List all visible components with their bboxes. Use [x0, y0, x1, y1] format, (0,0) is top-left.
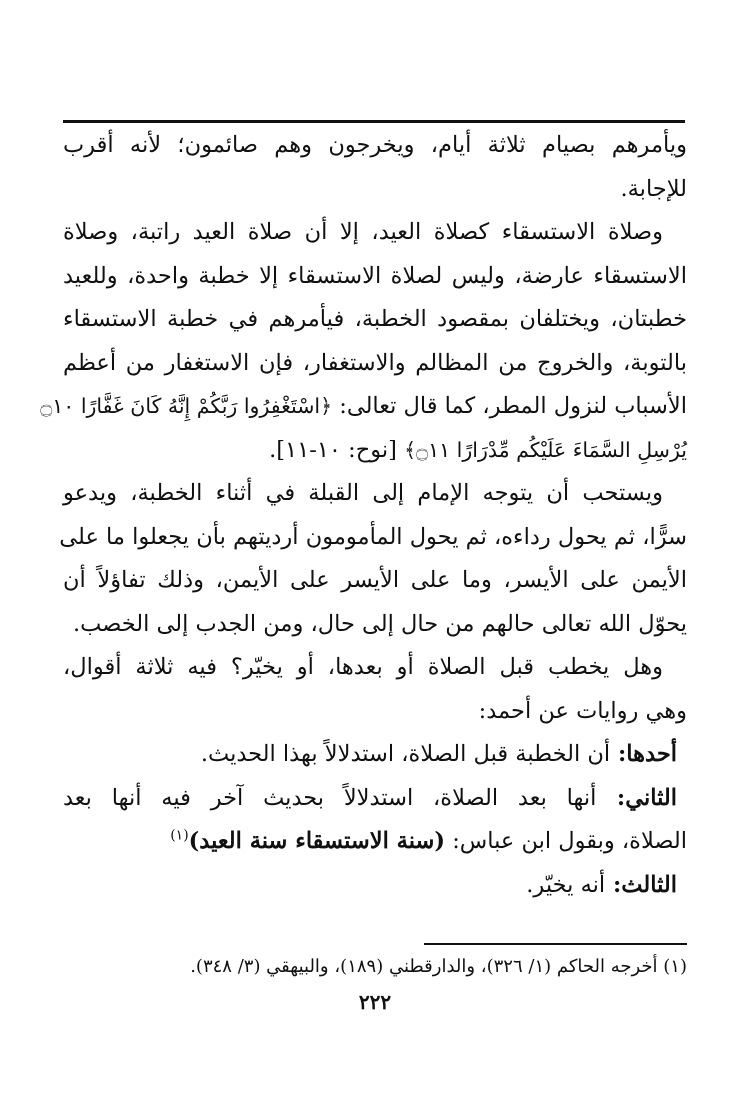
opinion-line	[63, 777, 687, 821]
opinion-text: أنها بعد الصلاة، استدلالاً بحديث آخر فيه أنها بعد	[63, 784, 597, 811]
text-span: الأسباب لنزول المطر، كما قال تعالى:	[332, 393, 687, 419]
footnote-rule	[424, 943, 687, 945]
opinion-line	[63, 864, 687, 908]
quran-verse: يُرْسِلِ السَّمَاءَ عَلَيْكُم مِّدْرَارًا ۝١١﴾	[404, 437, 687, 462]
text-line: خطبتان، ويختلفان بمقصود الخطبة، فيأمرهم في خطبة الاستسقاء	[63, 306, 687, 332]
text-line: الاستسقاء عارضة، وليس لصلاة الاستسقاء إلا خطبة واحدة، وللعيد	[63, 262, 687, 289]
footnote: (١) أخرجه الحاكم (١/ ٣٢٦)، والدارقطني (١٨٩)، والبيهقي (٣/ ٣٤٨).	[190, 956, 687, 977]
text-line: وهل يخطب قبل الصلاة أو بعدها، أو يخيّر؟ فيه ثلاثة أقوال،	[63, 654, 663, 680]
quran-reference: [نوح: ١٠-١١].	[269, 436, 405, 463]
text-line: يحوّل الله تعالى حالهم من حال إلى حال، ومن الجدب إلى الخصب.	[72, 610, 687, 637]
footnote-marker: (١)	[170, 827, 189, 844]
quran-line	[40, 385, 687, 429]
text-line: الأيمن على الأيسر، وما على الأيسر على الأيمن، وذلك تفاؤلاً أن	[63, 567, 687, 593]
opinion-line	[63, 733, 687, 777]
opinion-label: أحدها:	[610, 741, 677, 767]
main-text	[40, 124, 687, 907]
text-line: وهي روايات عن أحمد:	[478, 697, 687, 724]
page-number: ٢٢٢	[358, 990, 392, 1014]
quran-verse: ﴿اسْتَغْفِرُوا رَبَّكُمْ إِنَّهُ كَانَ غَفَّارًا ۝١٠	[40, 394, 333, 418]
opinion-text: الصلاة، وبقول ابن عباس:	[445, 828, 687, 854]
text-line: بالتوبة، والخروج من المظالم والاستغفار، فإن الاستغفار من أعظم	[63, 349, 687, 376]
opinion-quote: (سنة الاستسقاء سنة العيد)	[188, 828, 446, 854]
text-line: ويأمرهم بصيام ثلاثة أيام، ويخرجون وهم صائمون؛ لأنه أقرب	[63, 132, 687, 158]
opinion-label: الثاني:	[596, 784, 677, 811]
text-line: سرًّا، ثم يحول رداءه، ثم يحول المأمومون أرديتهم بأن يجعلوا ما على	[59, 523, 687, 550]
opinion-line	[63, 820, 687, 864]
opinion-text: أنه يخيّر.	[526, 871, 606, 898]
text-line: ويستحب أن يتوجه الإمام إلى القبلة في أثناء الخطبة، ويدعو	[63, 480, 663, 506]
text-line: للإجابة.	[620, 175, 687, 202]
opinion-label: الثالث:	[605, 871, 677, 898]
opinion-text: أن الخطبة قبل الصلاة، استدلالاً بهذا الحديث.	[200, 741, 611, 767]
text-line: وصلاة الاستسقاء كصلاة العيد، إلا أن صلاة العيد راتبة، وصلاة	[63, 219, 663, 245]
quran-line	[63, 429, 687, 473]
top-rule	[63, 120, 685, 123]
